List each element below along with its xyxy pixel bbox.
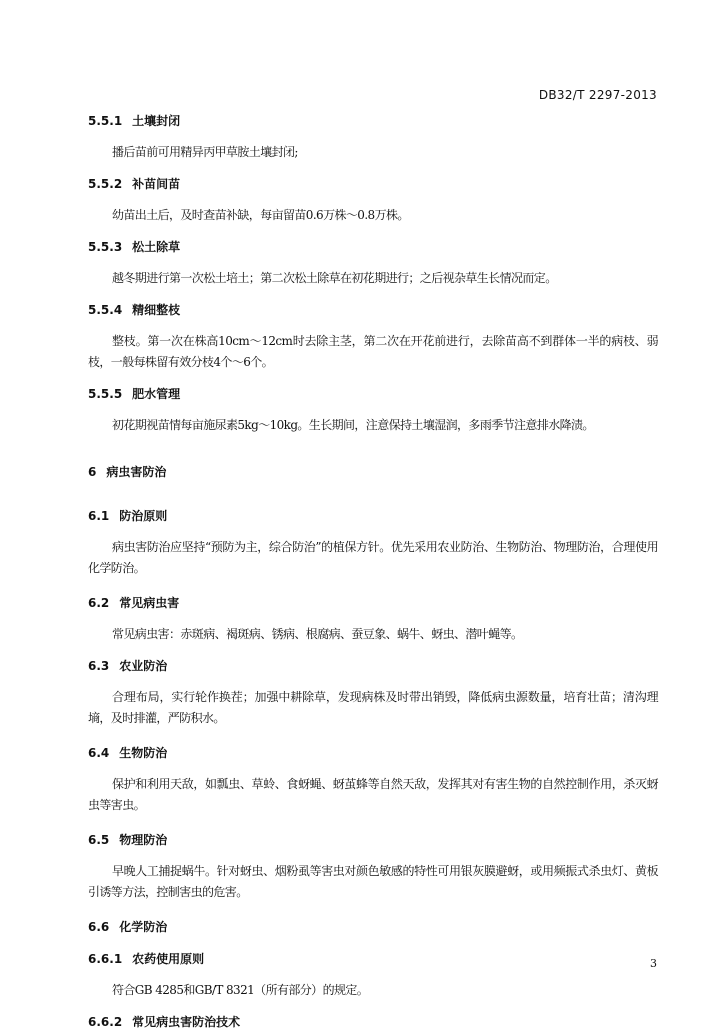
heading-number: 6.1 bbox=[88, 509, 110, 523]
heading-5-5-3 bbox=[88, 239, 658, 255]
heading-number: 5.5.4 bbox=[88, 303, 123, 317]
heading-number: 5.5.3 bbox=[88, 240, 123, 254]
heading-number: 6.6 bbox=[88, 920, 110, 934]
paragraph-6-5: 早晚人工捕捉蜗牛。针对蚜虫、烟粉虱等害虫对颜色敏感的特性可用银灰膜避蚜，或用频振式杀虫灯、黄板引诱等方法，控制害虫的危害。 bbox=[88, 864, 658, 899]
heading-6-6-1 bbox=[88, 951, 658, 967]
heading-title: 常见病虫害防治技术 bbox=[132, 1015, 241, 1029]
heading-number: 5.5.2 bbox=[88, 177, 123, 191]
heading-title: 补苗间苗 bbox=[132, 177, 181, 191]
heading-6-6-2 bbox=[88, 1014, 658, 1030]
heading-5-5-5 bbox=[88, 386, 658, 402]
heading-number: 6.6.2 bbox=[88, 1015, 123, 1029]
heading-6-3 bbox=[88, 658, 658, 674]
heading-title: 化学防治 bbox=[119, 920, 168, 934]
heading-title: 防治原则 bbox=[119, 509, 168, 523]
heading-5-5-4 bbox=[88, 302, 658, 318]
heading-number: 6.6.1 bbox=[88, 952, 123, 966]
heading-title: 病虫害防治 bbox=[106, 465, 167, 479]
heading-6-2 bbox=[88, 595, 658, 611]
paragraph-6-4: 保护和利用天敌，如瓢虫、草蛉、食蚜蝇、蚜茧蜂等自然天敌，发挥其对有害生物的自然控制作用，杀灭蚜虫等害虫。 bbox=[88, 777, 658, 812]
heading-title: 精细整枝 bbox=[132, 303, 181, 317]
document-code: DB32/T 2297-2013 bbox=[538, 88, 657, 102]
heading-number: 6.4 bbox=[88, 746, 110, 760]
paragraph-5-5-3: 越冬期进行第一次松土培土；第二次松土除草在初花期进行；之后视杂草生长情况而定。 bbox=[112, 271, 557, 285]
heading-number: 6 bbox=[88, 465, 97, 479]
heading-title: 土壤封闭 bbox=[132, 114, 181, 128]
paragraph-6-3: 合理布局，实行轮作换茬；加强中耕除草，发现病株及时带出销毁，降低病虫源数量，培育壮苗；清沟理墒，及时排灌，严防积水。 bbox=[88, 690, 658, 725]
paragraph-5-5-2: 幼苗出土后，及时查苗补缺，每亩留苗0.6万株～0.8万株。 bbox=[112, 208, 409, 222]
heading-5-5-1 bbox=[88, 113, 658, 129]
heading-title: 肥水管理 bbox=[132, 387, 181, 401]
heading-number: 5.5.5 bbox=[88, 387, 123, 401]
paragraph-6-2: 常见病虫害：赤斑病、褐斑病、锈病、根腐病、蚕豆象、蜗牛、蚜虫、潜叶蝇等。 bbox=[112, 627, 523, 641]
heading-6-4 bbox=[88, 745, 658, 761]
document-body bbox=[88, 113, 658, 1030]
heading-6-1 bbox=[88, 508, 658, 524]
heading-number: 6.5 bbox=[88, 833, 110, 847]
paragraph-6-1: 病虫害防治应坚持“预防为主，综合防治”的植保方针。优先采用农业防治、生物防治、物理防治，合理使用化学防治。 bbox=[88, 540, 658, 575]
heading-5-5-2 bbox=[88, 176, 658, 192]
paragraph-5-5-1: 播后苗前可用精异丙甲草胺土壤封闭; bbox=[112, 145, 298, 159]
heading-number: 5.5.1 bbox=[88, 114, 123, 128]
heading-6 bbox=[88, 464, 658, 480]
heading-title: 农业防治 bbox=[119, 659, 168, 673]
heading-6-5 bbox=[88, 832, 658, 848]
heading-6-6 bbox=[88, 919, 658, 935]
heading-title: 农药使用原则 bbox=[132, 952, 205, 966]
heading-title: 常见病虫害 bbox=[119, 596, 180, 610]
paragraph-5-5-4: 整枝。第一次在株高10cm～12cm时去除主茎，第二次在开花前进行，去除苗高不到群体一半的病枝、弱枝，一般每株留有效分枝4个～6个。 bbox=[88, 334, 658, 369]
paragraph-5-5-5: 初花期视苗情每亩施尿素5kg～10kg。生长期间，注意保持土壤湿润，多雨季节注意排水降渍。 bbox=[112, 418, 594, 432]
heading-title: 生物防治 bbox=[119, 746, 168, 760]
heading-number: 6.2 bbox=[88, 596, 110, 610]
heading-title: 松土除草 bbox=[132, 240, 181, 254]
page-number: 3 bbox=[650, 957, 657, 970]
heading-number: 6.3 bbox=[88, 659, 110, 673]
heading-title: 物理防治 bbox=[119, 833, 168, 847]
paragraph-6-6-1: 符合GB 4285和GB/T 8321（所有部分）的规定。 bbox=[112, 983, 369, 997]
